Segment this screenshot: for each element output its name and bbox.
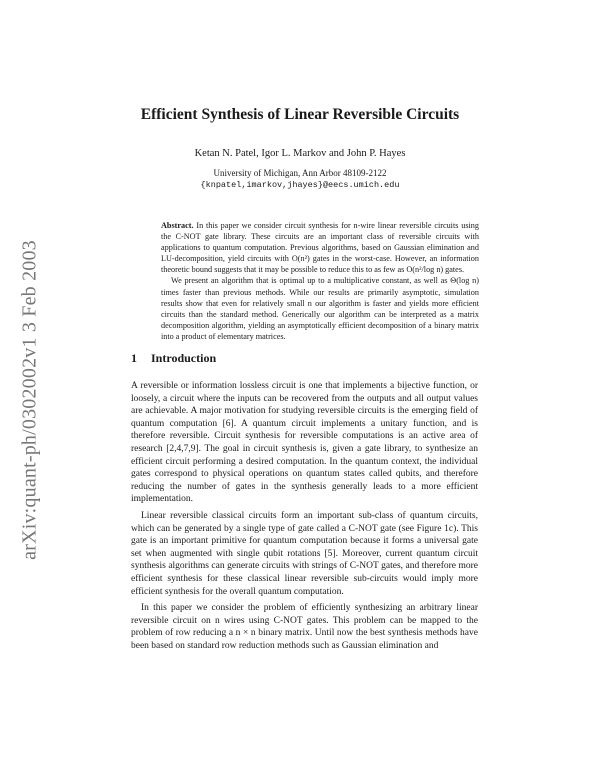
section-heading: [131, 351, 216, 366]
arxiv-identifier: arXiv:quant-ph/0302002v1 3 Feb 2003: [18, 240, 41, 560]
body-paragraph-1: A reversible or information lossless circuit is one that implements a bijective function, or loosely, a circuit where the inputs can be recovered from the outputs and all output values are achievable. A major motivation for studying reversible circuits is the emerging field of quantum computation [6]. A quantum circuit implements a unitary function, and is therefore reversible. Circuit synthesis for reversible computations is an active area of research [2,4,7,9]. The goal in circuit synthesis is, given a gate library, to synthesize an efficient circuit performing a desired computation. In the quantum context, the individual gates correspond to physical operations on quantum states called qubits, and therefore reducing the number of gates in the synthesis generally leads to a more efficient implementation.: [131, 381, 478, 505]
body-paragraph-2: Linear reversible classical circuits form an important sub-class of quantum circuits, which can be generated by a single type of gate called a C-NOT gate (see Figure 1c). This gate is an important primitive for quantum computation because it forms a universal gate set when augmented with single qubit rotations [5]. Moreover, current quantum circuit synthesis algorithms can generate circuits with strings of C-NOT gates, and therefore more efficient synthesis for these classical linear reversible sub-circuits would imply more efficient synthesis for the overall quantum computation.: [131, 510, 478, 597]
arxiv-sidebar: [10, 200, 50, 600]
body-paragraph-3: In this paper we consider the problem of efficiently synthesizing an arbitrary linear reversible circuit on n wires using C-NOT gates. This problem can be mapped to the problem of row reducing a n × n binary matrix. Until now the best synthesis methods have been based on standard row reduction methods such as Gaussian elimination and: [131, 603, 478, 651]
paper-title: Efficient Synthesis of Linear Reversible Circuits: [140, 106, 460, 123]
section-title: Introduction: [151, 351, 217, 365]
paper-authors: Ketan N. Patel, Igor L. Markov and John P. Hayes: [194, 148, 406, 159]
abstract-paragraph-2: We present an algorithm that is optimal up to a multiplicative constant, as well as Θ(log n) times faster than previous methods. While our results are primarily asymptotic, simulation results show that even for relatively small n our algorithm is faster and yields more efficient circuits than the standard method. Generically our algorithm can be interpreted as a matrix decomposition algorithm, yielding an asymptotically efficient decomposition of a binary matrix into a product of elementary matrices.: [161, 276, 479, 341]
abstract-label: Abstract.: [161, 221, 194, 230]
section-number: 1: [131, 351, 137, 365]
author-emails: {knpatel,imarkov,jhayes}@eecs.umich.edu: [200, 180, 400, 190]
author-affiliation: [0, 167, 600, 191]
abstract-text-1: In this paper we consider circuit synthesis for n-wire linear reversible circuits using the C-NOT gate library. These circuits are an important class of reversible circuits with applications to quantum computation. Previous algorithms, based on Gaussian elimination and LU-decomposition, yield circuits with O(n²) gates in the worst-case. However, an information theoretic bound suggests that it may be possible to reduce this to as few as O(n²/log n) gates.: [161, 221, 479, 275]
abstract-paragraph-1: [161, 220, 479, 275]
abstract: [161, 220, 479, 342]
affiliation-line: University of Michigan, Ann Arbor 48109-2122: [213, 168, 387, 178]
introduction-body: [131, 380, 478, 656]
